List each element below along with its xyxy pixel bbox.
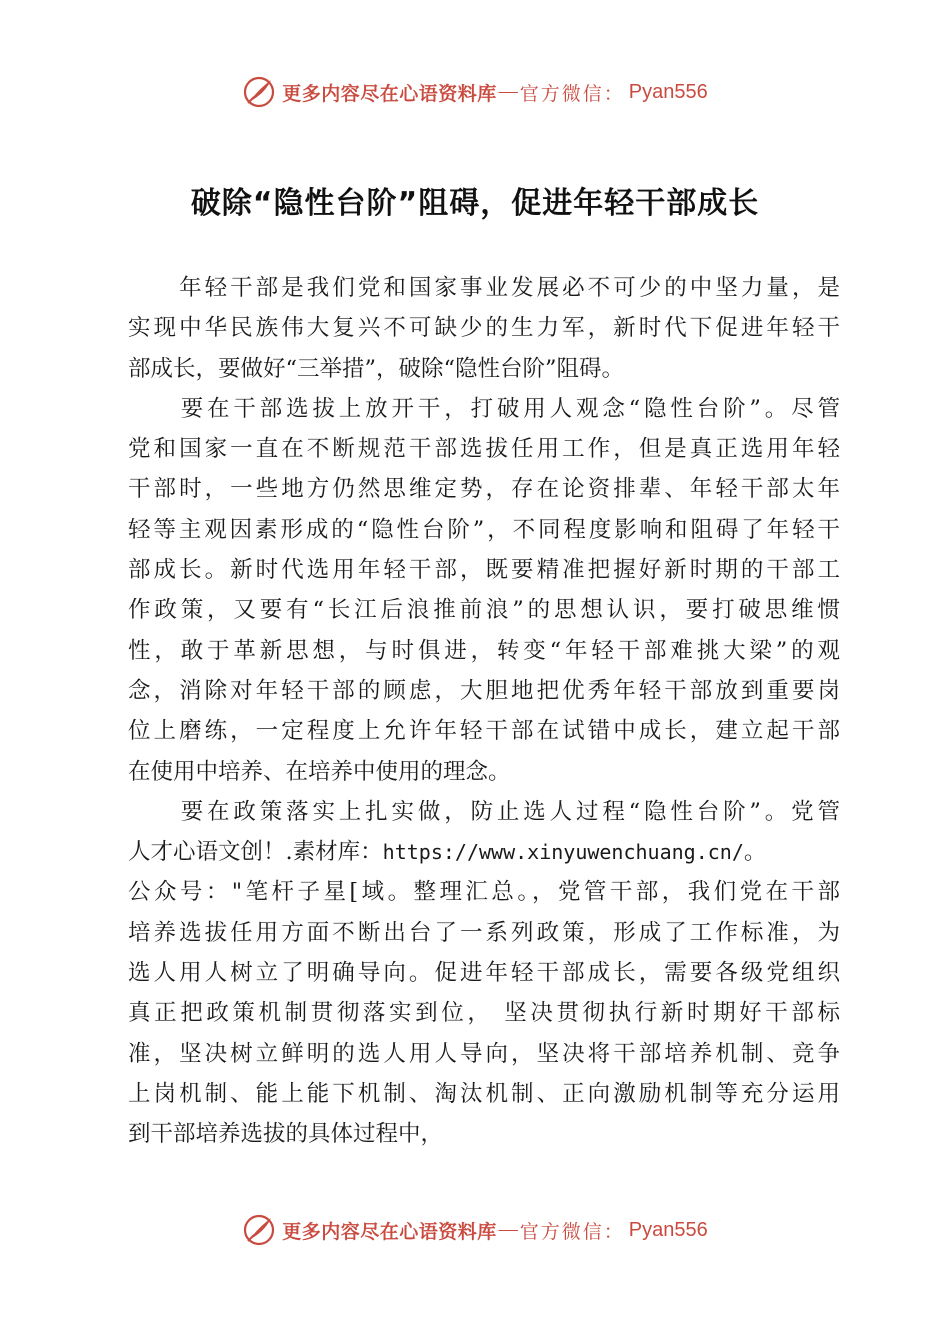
body-line: 干部时，一些地方仍然思维定势，存在论资排辈、年轻干部太年: [128, 476, 840, 503]
body-line: 年轻干部是我们党和国家事业发展必不可少的中坚力量，是: [128, 275, 840, 301]
body-line: 部成长。新时代选用年轻干部，既要精准把握好新时期的干部工: [128, 557, 840, 584]
body-line: 公众号："笔杆子星[域。整理汇总。，党管干部，我们党在干部: [128, 879, 840, 906]
body-line: 真正把政策机制贯彻落实到位， 坚决贯彻执行新时期好干部标: [128, 1000, 840, 1027]
banner-text: 更多内容尽在心语资料库: [282, 82, 497, 105]
source-url: https://www.xinyuwenchuang.cn/: [382, 840, 744, 865]
body-line-url: [128, 832, 840, 872]
body-line: 上岗机制、能上能下机制、淘汰机制、正向激励机制等充分运用: [128, 1080, 840, 1107]
url-suffix: 。: [743, 839, 767, 866]
body-line: 在使用中培养、在培养中使用的理念。: [128, 758, 511, 785]
body-line: 轻等主观因素形成的“隐性台阶”，不同程度影响和阻碍了年轻干: [128, 516, 840, 543]
banner-dash: —: [498, 1219, 518, 1240]
body-line: 党和国家一直在不断规范干部选拔任用工作，但是真正选用年轻: [128, 436, 840, 463]
banner-wechat-id: Pyan556: [628, 80, 708, 103]
header-banner: [0, 72, 950, 112]
url-prefix: 人才心语文创！.素材库：: [128, 839, 383, 866]
body-line: 到干部培养选拔的具体过程中，: [128, 1121, 444, 1148]
body-line: 位上磨练，一定程度上允许年轻干部在试错中成长，建立起干部: [128, 718, 840, 745]
body-line: 准，坚决树立鲜明的选人用人导向，坚决将干部培养机制、竞争: [128, 1040, 840, 1067]
document-title: 破除“隐性台阶”阻碍，促进年轻干部成长: [190, 186, 760, 221]
body-line: 性，敢于革新思想，与时俱进，转变“年轻干部难挑大梁”的观: [128, 637, 840, 664]
banner-text: 更多内容尽在心语资料库: [282, 1220, 497, 1243]
body-line: 念，消除对年轻干部的顾虑，大胆地把优秀年轻干部放到重要岗: [128, 677, 840, 704]
banner-wechat-label: 官方微信：: [519, 1220, 625, 1243]
body-line: 作政策，又要有“长江后浪推前浪”的思想认识，要打破思维惯: [128, 597, 840, 624]
body-line: 选人用人树立了明确导向。促进年轻干部成长，需要各级党组织: [128, 960, 840, 987]
body-line: 实现中华民族伟大复兴不可缺少的生力军，新时代下促进年轻干: [128, 315, 840, 342]
body-line: 要在政策落实上扎实做，防止选人过程“隐性台阶”。党管: [128, 798, 840, 825]
document-body: [128, 268, 840, 1155]
body-line: 培养选拔任用方面不断出台了一系列政策，形成了工作标准，为: [128, 919, 840, 946]
body-line: 要在干部选拔上放开干，打破用人观念“隐性台阶”。尽管: [128, 395, 840, 422]
footer-banner: [0, 1210, 950, 1250]
banner-wechat-label: 官方微信：: [519, 82, 625, 105]
body-line: 部成长，要做好“三举措”，破除“隐性台阶”阻碍。: [128, 355, 625, 382]
banner-wechat-id: Pyan556: [628, 1218, 708, 1241]
quill-logo-icon: [242, 1213, 276, 1247]
quill-logo-icon: [242, 75, 276, 109]
banner-dash: —: [498, 81, 518, 102]
